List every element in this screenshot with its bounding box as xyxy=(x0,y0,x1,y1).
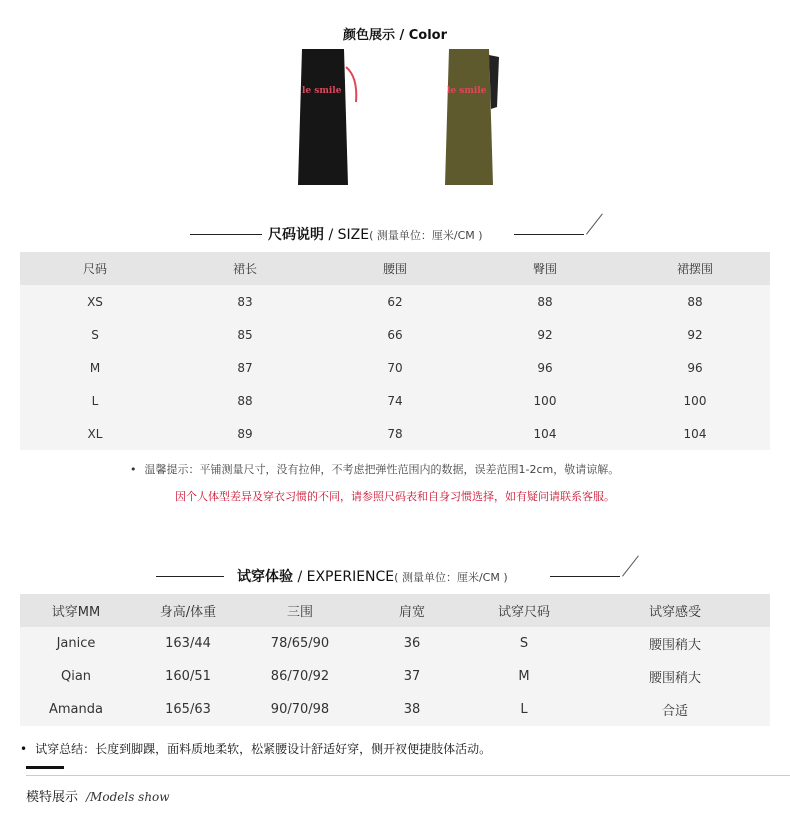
table-cell: 163/44 xyxy=(132,627,244,660)
table-cell: L xyxy=(468,693,580,726)
table-cell: 96 xyxy=(470,351,620,384)
size-table xyxy=(20,252,770,450)
table-cell: Qian xyxy=(20,660,132,693)
table-cell: Janice xyxy=(20,627,132,660)
decorative-slash xyxy=(586,214,603,235)
table-cell: 100 xyxy=(620,384,770,417)
table-row xyxy=(20,627,770,660)
table-cell: M xyxy=(468,660,580,693)
table-cell: 78/65/90 xyxy=(244,627,356,660)
table-cell: XS xyxy=(20,285,170,318)
table-row xyxy=(20,384,770,417)
table-cell: 92 xyxy=(620,318,770,351)
size-section-title: 尺码说明 / SIZE( 测量单位：厘米/CM ) xyxy=(268,227,483,243)
column-header: 肩宽 xyxy=(356,594,468,627)
table-cell: 88 xyxy=(170,384,320,417)
table-row xyxy=(20,693,770,726)
column-header: 尺码 xyxy=(20,252,170,285)
table-cell: 88 xyxy=(620,285,770,318)
table-cell: XL xyxy=(20,417,170,450)
decorative-slash xyxy=(622,556,639,577)
size-table-header-row xyxy=(20,252,770,285)
table-cell: 92 xyxy=(470,318,620,351)
table-cell: M xyxy=(20,351,170,384)
table-cell: S xyxy=(20,318,170,351)
skirt-black-print: le smile xyxy=(302,86,342,96)
table-cell: 96 xyxy=(620,351,770,384)
table-row xyxy=(20,660,770,693)
column-header: 裙长 xyxy=(170,252,320,285)
table-cell: 104 xyxy=(470,417,620,450)
table-cell: 66 xyxy=(320,318,470,351)
color-section-title: 颜色展示 / Color xyxy=(342,28,448,43)
column-header: 腰围 xyxy=(320,252,470,285)
models-divider xyxy=(26,775,790,776)
table-row xyxy=(20,417,770,450)
table-cell: 86/70/92 xyxy=(244,660,356,693)
table-cell: 90/70/98 xyxy=(244,693,356,726)
table-cell: 70 xyxy=(320,351,470,384)
table-cell: 36 xyxy=(356,627,468,660)
table-cell: 165/63 xyxy=(132,693,244,726)
column-header: 试穿尺码 xyxy=(468,594,580,627)
table-cell: 62 xyxy=(320,285,470,318)
table-cell: L xyxy=(20,384,170,417)
table-cell: 腰围稍大 xyxy=(580,660,770,693)
table-cell: 89 xyxy=(170,417,320,450)
table-cell: 100 xyxy=(470,384,620,417)
table-cell: 37 xyxy=(356,660,468,693)
table-cell: 38 xyxy=(356,693,468,726)
table-row xyxy=(20,318,770,351)
skirt-black-image xyxy=(296,47,356,187)
models-accent-bar xyxy=(26,766,64,769)
table-cell: 合适 xyxy=(580,693,770,726)
column-header: 臀围 xyxy=(470,252,620,285)
experience-table xyxy=(20,594,770,726)
table-cell: 78 xyxy=(320,417,470,450)
models-section-title: 模特展示 /Models show xyxy=(26,790,170,805)
table-cell: Amanda xyxy=(20,693,132,726)
table-cell: 87 xyxy=(170,351,320,384)
column-header: 试穿感受 xyxy=(580,594,770,627)
column-header: 身高/体重 xyxy=(132,594,244,627)
table-cell: 83 xyxy=(170,285,320,318)
table-row xyxy=(20,285,770,318)
skirt-olive-image xyxy=(441,47,501,187)
table-cell: S xyxy=(468,627,580,660)
experience-table-header-row xyxy=(20,594,770,627)
table-cell: 腰围稍大 xyxy=(580,627,770,660)
measurement-note: • 温馨提示：平铺测量尺寸，没有拉伸，不考虑把弹性范围内的数据，误差范围1-2cm，敬请谅解。 xyxy=(130,461,619,477)
experience-section-title: 试穿体验 / EXPERIENCE( 测量单位：厘米/CM ) xyxy=(237,569,508,585)
size-section-header xyxy=(0,222,790,252)
size-warning: 因个人体型差异及穿衣习惯的不同，请参照尺码表和自身习惯选择，如有疑问请联系客服。 xyxy=(175,490,615,503)
column-header: 裙摆围 xyxy=(620,252,770,285)
skirt-olive-print: le smile xyxy=(447,86,487,96)
table-row xyxy=(20,351,770,384)
table-cell: 88 xyxy=(470,285,620,318)
table-cell: 85 xyxy=(170,318,320,351)
table-cell: 104 xyxy=(620,417,770,450)
fitting-summary: • 试穿总结：长度到脚踝，面料质地柔软，松紧腰设计舒适好穿，侧开衩便捷肢体活动。 xyxy=(20,740,491,757)
experience-section-header xyxy=(0,564,790,594)
table-cell: 160/51 xyxy=(132,660,244,693)
column-header: 三围 xyxy=(244,594,356,627)
table-cell: 74 xyxy=(320,384,470,417)
column-header: 试穿MM xyxy=(20,594,132,627)
